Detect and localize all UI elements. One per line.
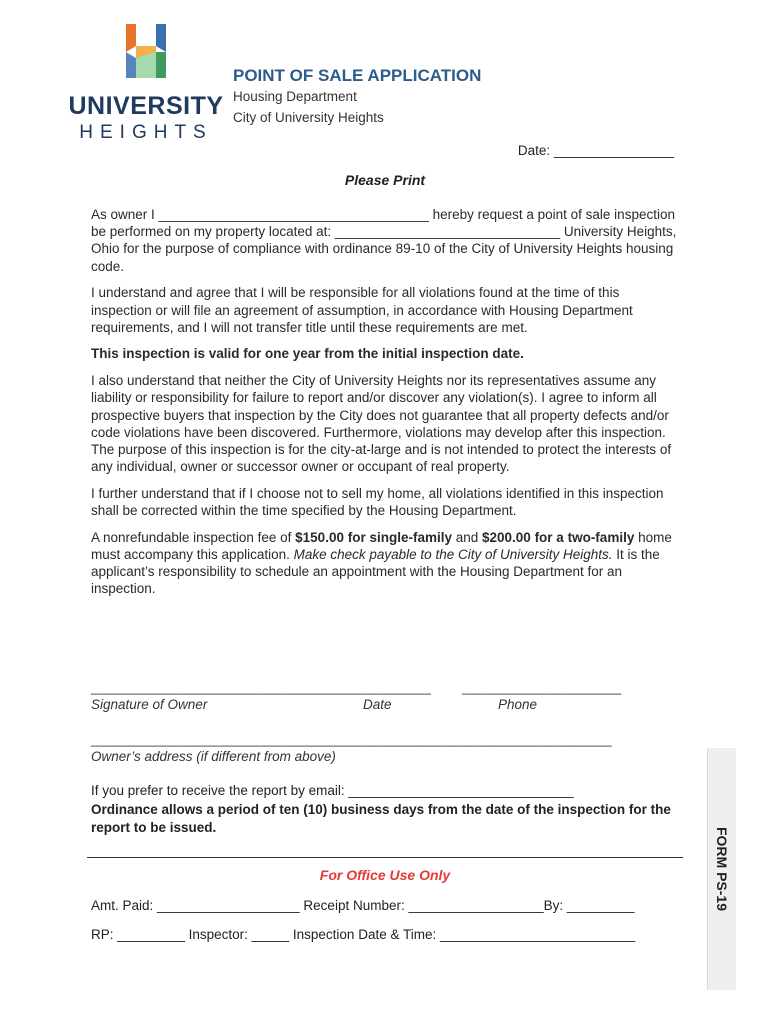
owner-address-label: Owner’s address (if different from above) — [91, 749, 336, 764]
city-name: City of University Heights — [233, 110, 384, 125]
office-use-heading: For Office Use Only — [319, 867, 451, 883]
university-heights-logo-icon — [122, 22, 170, 82]
logo-wordmark-heights: HEIGHTS — [79, 122, 213, 143]
fee-two-family: $200.00 for a two-family — [482, 529, 635, 545]
date-label: Date — [363, 697, 392, 712]
agreement-paragraph: I understand and agree that I will be responsible for all violations found at the time of this inspection or will file an agreement of assumption, in accordance with Housing Department requirements, and I will not transfer title until these requirements are met. — [91, 285, 633, 335]
logo-wordmark-university: UNIVERSITY — [68, 92, 224, 120]
phone-label: Phone — [498, 697, 538, 712]
owner-request-paragraph: As owner I ____________________________________ hereby request a point of sale inspection be performed on my property located at: ______________________________ University Heights, Ohio for the purpose of compliance with ordinance 89-10 of the City of University Heights housing code. — [91, 207, 677, 274]
fee-text-a: A nonrefundable inspection fee of — [91, 529, 296, 545]
fee-text-c: and — [451, 529, 483, 545]
owner-address-line[interactable]: ________________________________________________________________________ — [91, 732, 612, 747]
email-field[interactable]: If you prefer to receive the report by email: ______________________________ — [91, 783, 574, 798]
phone-line[interactable]: ______________________ — [462, 680, 622, 695]
check-payable-note: Make check payable to the City of University Heights. — [293, 546, 613, 562]
liability-paragraph: I also understand that neither the City of University Heights nor its representatives assume any liability or responsibility for failure to report and/or discover any violation(s). I agree to inform all prospective buyers that inspection by the City does not guarantee that all property defects and/or code violations have been discovered. Furthermore, violations may develop after this inspection. The purpose of this inspection is for the city-at-large and is not intended to protect the interests of any individual, owner or successor owner or occupant of real property. — [91, 373, 672, 475]
fee-text-e: home must accompany this application. — [91, 529, 672, 562]
office-inspection-line[interactable]: RP: _________ Inspector: _____ Inspection Date & Time: __________________________ — [91, 927, 636, 942]
validity-statement: This inspection is valid for one year from the initial inspection date. — [91, 346, 524, 362]
ordinance-note: Ordinance allows a period of ten (10) business days from the date of the inspection for the report to be issued. — [91, 802, 671, 835]
form-title: POINT OF SALE APPLICATION — [233, 66, 482, 85]
fee-paragraph — [91, 529, 681, 598]
form-number-tab — [707, 748, 736, 990]
correction-paragraph: I further understand that if I choose not to sell my home, all violations identified in this inspection shall be corrected within the time specified by the Housing Department. — [91, 485, 664, 519]
fee-single-family: $150.00 for single-family — [295, 529, 452, 545]
please-print-note: Please Print — [344, 172, 426, 188]
form-body — [91, 206, 681, 607]
form-number-label: FORM PS-19 — [714, 826, 730, 912]
office-payment-line[interactable]: Amt. Paid: ___________________ Receipt Number: __________________By: _________ — [91, 898, 635, 913]
logo — [66, 22, 226, 143]
signature-line[interactable]: _______________________________________________ — [91, 680, 431, 695]
fee-text-g: It is the applicant’s responsibility to schedule an appointment with the Housing Department for an inspection. — [91, 546, 660, 597]
department-name: Housing Department — [233, 89, 357, 104]
divider — [87, 857, 683, 858]
signature-label: Signature of Owner — [91, 697, 208, 712]
date-field[interactable]: Date: ________________ — [517, 143, 674, 158]
